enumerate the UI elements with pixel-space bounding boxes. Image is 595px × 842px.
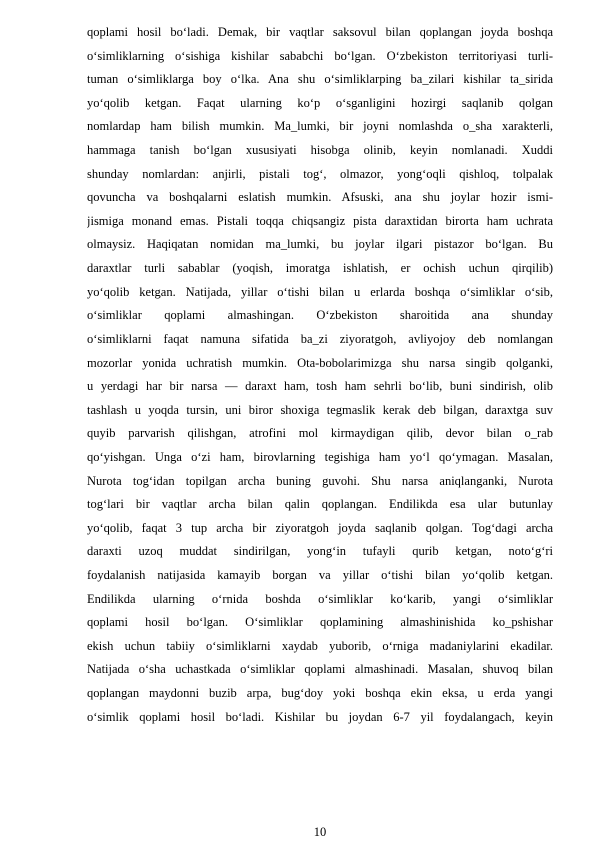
text-line: yo‘qolib, faqat 3 tup archa bir ziyoratgoh joyda saqlanib qolgan. Tog‘dagi archa	[87, 520, 553, 535]
text-line: tashlash u yoqda tursin, uni biror shoxiga tegmaslik kerak deb bilgan, daraxtga suv	[87, 402, 553, 417]
text-line: ekish uchun tabiiy o‘simliklarni xaydab yuborib, o‘rniga madaniylarini ekadilar.	[87, 638, 553, 653]
text-line: qovuncha va boshqalarni eslatish mumkin. Afsuski, ana shu joylar hozir ismi-	[87, 190, 553, 205]
text-line: Endilikda ularning o‘rnida boshda o‘simliklar ko‘karib, yangi o‘simliklar	[87, 591, 553, 606]
text-line: qoplami hosil bo‘lgan. O‘simliklar qoplamining almashinishida ko_pshishar	[87, 615, 553, 630]
text-line: Natijada o‘sha uchastkada o‘simliklar qoplami almashinadi. Masalan, shuvoq bilan	[87, 662, 553, 677]
text-line: o‘simliklar qoplami almashingan. O‘zbekiston sharoitida ana shunday	[87, 308, 553, 323]
text-line: qoplami hosil bo‘ladi. Demak, bir vaqtlar saksovul bilan qoplangan joyda boshqa	[87, 25, 553, 39]
text-line: jismiga monand emas. Pistali toqqa chiqsangiz pista daraxtidan birorta ham uchrata	[87, 213, 553, 228]
text-line: mozorlar yonida uchratish mumkin. Ota-bobolarimizga shu narsa singib qolganki,	[87, 355, 553, 370]
text-line: olmaysiz. Haqiqatan nomidan ma_lumki, bu joylar ilgari pistazor bo‘lgan. Bu	[87, 237, 553, 252]
text-line: daraxtlar turli sabablar (yoqish, imoratga ishlatish, er ochish uchun qirqilib)	[87, 261, 553, 276]
body-text	[87, 21, 553, 729]
text-line: daraxti uzoq muddat sindirilgan, yong‘in tufayli qurib ketgan, noto‘g‘ri	[87, 544, 553, 559]
text-line: Nurota tog‘idan topilgan archa buning guvohi. Shu narsa aniqlanganki, Nurota	[87, 473, 553, 488]
text-line: u yerdagi har bir narsa — daraxt ham, tosh ham sehrli bo‘lib, buni sindirish, olib	[87, 379, 553, 394]
text-line: nomlardap ham bilish mumkin. Ma_lumki, bir joyni nomlashda o_sha xarakterli,	[87, 119, 553, 134]
text-line: yo‘qolib ketgan. Faqat ularning ko‘p o‘sganligini hozirgi saqlanib qolgan	[87, 95, 553, 110]
text-line: yo‘qolib ketgan. Natijada, yillar o‘tishi bilan u erlarda boshqa o‘simliklar o‘sib,	[87, 284, 553, 299]
text-line: o‘simliklarni faqat namuna sifatida ba_zi ziyoratgoh, avliyojoy deb nomlangan	[87, 331, 553, 346]
text-line: tog‘lari bir vaqtlar archa bilan qalin qoplangan. Endilikda esa ular butunlay	[87, 497, 553, 512]
text-line: o‘simlik qoplami hosil bo‘ladi. Kishilar bu joydan 6-7 yil foydalangach, keyin	[87, 709, 553, 724]
text-line: qo‘yishgan. Unga o‘zi ham, birovlarning tegishiga ham yo‘l qo‘ymagan. Masalan,	[87, 449, 553, 464]
text-line: foydalanish natijasida kamayib borgan va yillar o‘tishi bilan yo‘qolib ketgan.	[87, 568, 553, 583]
page-number: 10	[313, 825, 327, 839]
text-line: qoplangan maydonni buzib arpa, bug‘doy yoki boshqa ekin eksa, u erda yangi	[87, 686, 553, 701]
text-line: shunday nomlardan: anjirli, pistali tog‘, olmazor, yong‘oqli qishloq, tolpalak	[87, 166, 553, 181]
text-line: hammaga tanish bo‘lgan xususiyati hisobga olinib, keyin nomlanadi. Xuddi	[87, 143, 553, 158]
text-line: quyib parvarish qilishgan, atrofini mol kirmaydigan qilib, devor bilan o_rab	[87, 426, 553, 441]
text-line: tuman o‘simliklarga boy o‘lka. Ana shu o‘simliklarping ba_zilari kishilar ta_sirida	[87, 72, 553, 87]
text-line: o‘simliklarning o‘sishiga kishilar sababchi bo‘lgan. O‘zbekiston territoriyasi turli-	[87, 48, 553, 63]
